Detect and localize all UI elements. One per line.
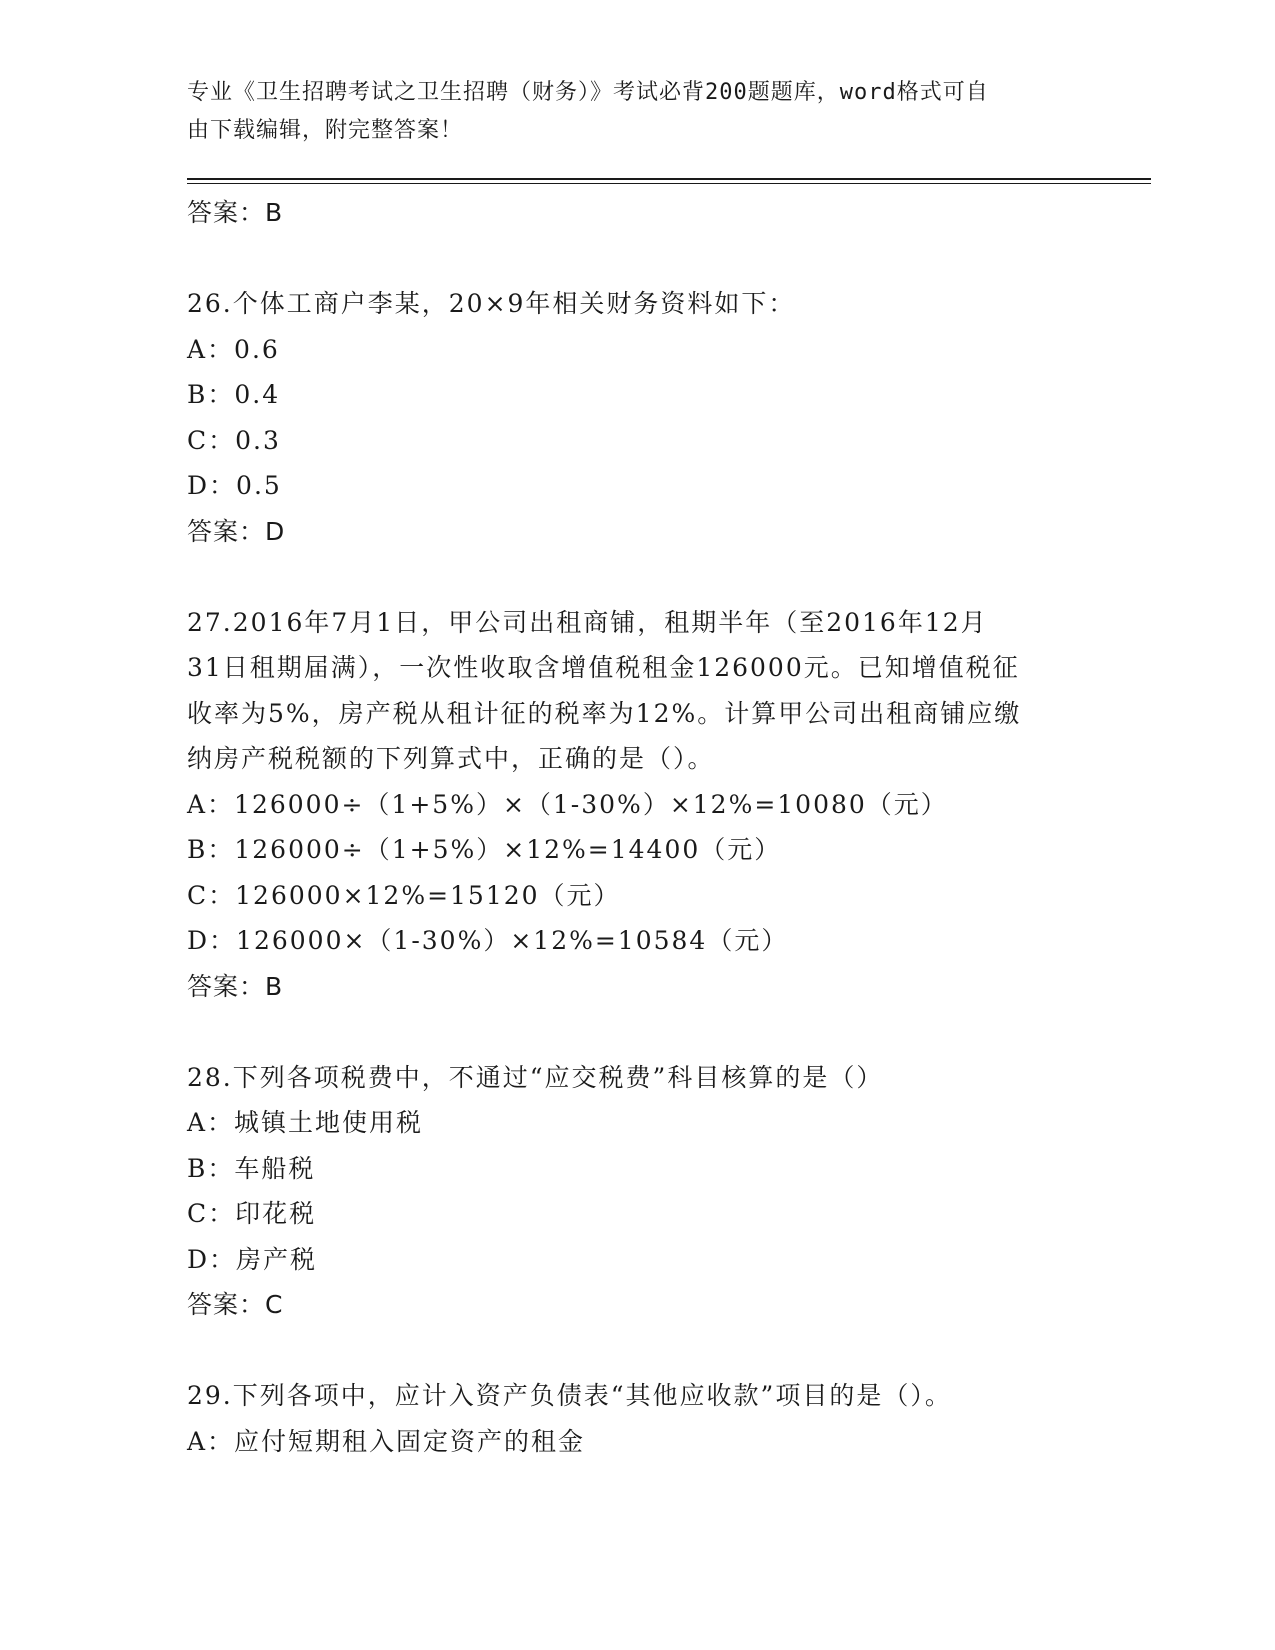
option-c: C：126000×12%=15120（元） [187, 880, 621, 910]
header-title-line-1: 专业《卫生招聘考试之卫生招聘（财务）》考试必背200题题库，word格式可自 [187, 80, 989, 105]
question-28 [187, 1055, 1087, 1328]
option-b: B：车船税 [187, 1153, 316, 1183]
answer: 答案：C [187, 1290, 284, 1319]
header-divider-thick [187, 178, 1151, 180]
option-a: A：城镇土地使用税 [187, 1108, 424, 1137]
answer: 答案：B [187, 971, 284, 1001]
previous-answer: 答案：B [187, 198, 284, 227]
header-title-line-2: 由下载编辑，附完整答案！ [187, 118, 464, 143]
question-stem-line-3: 收率为5%，房产税从租计征的税率为12%。计算甲公司出租商铺应缴 [187, 698, 1022, 728]
option-d: D：房产税 [187, 1244, 318, 1274]
question-list [187, 190, 1087, 1464]
option-b: B：126000÷（1+5%）×12%=14400（元） [187, 835, 782, 864]
question-29 [187, 1373, 1087, 1464]
question-stem: 28.下列各项税费中，不通过“应交税费”科目核算的是（） [187, 1062, 884, 1092]
question-stem: 26.个体工商户李某，20×9年相关财务资料如下： [187, 289, 796, 318]
option-d: D：0.5 [187, 471, 282, 500]
spacer [187, 1009, 1087, 1055]
option-c: C：0.3 [187, 425, 281, 455]
option-d: D：126000×（1-30%）×12%=10584（元） [187, 926, 789, 955]
option-a: A：0.6 [187, 334, 280, 364]
question-stem: 29.下列各项中，应计入资产负债表“其他应收款”项目的是（）。 [187, 1381, 952, 1410]
question-27 [187, 600, 1087, 1010]
document-header [187, 74, 1067, 150]
option-c: C：印花税 [187, 1199, 317, 1228]
question-26 [187, 281, 1087, 554]
spacer [187, 1328, 1087, 1374]
header-divider-thin [187, 183, 1151, 184]
spacer [187, 554, 1087, 600]
question-stem-line-1: 27.2016年7月1日，甲公司出租商铺，租期半年（至2016年12月 [187, 607, 988, 637]
option-b: B：0.4 [187, 380, 281, 409]
answer: 答案：D [187, 516, 286, 546]
option-a: A：126000÷（1+5%）×（1-30%）×12%=10080（元） [187, 789, 948, 819]
question-stem-line-4: 纳房产税税额的下列算式中，正确的是（）。 [187, 744, 715, 773]
spacer [187, 236, 1087, 282]
question-stem-line-2: 31日租期届满），一次性收取含增值税租金126000元。已知增值税征 [187, 653, 1020, 682]
option-a: A：应付短期租入固定资产的租金 [187, 1426, 586, 1456]
